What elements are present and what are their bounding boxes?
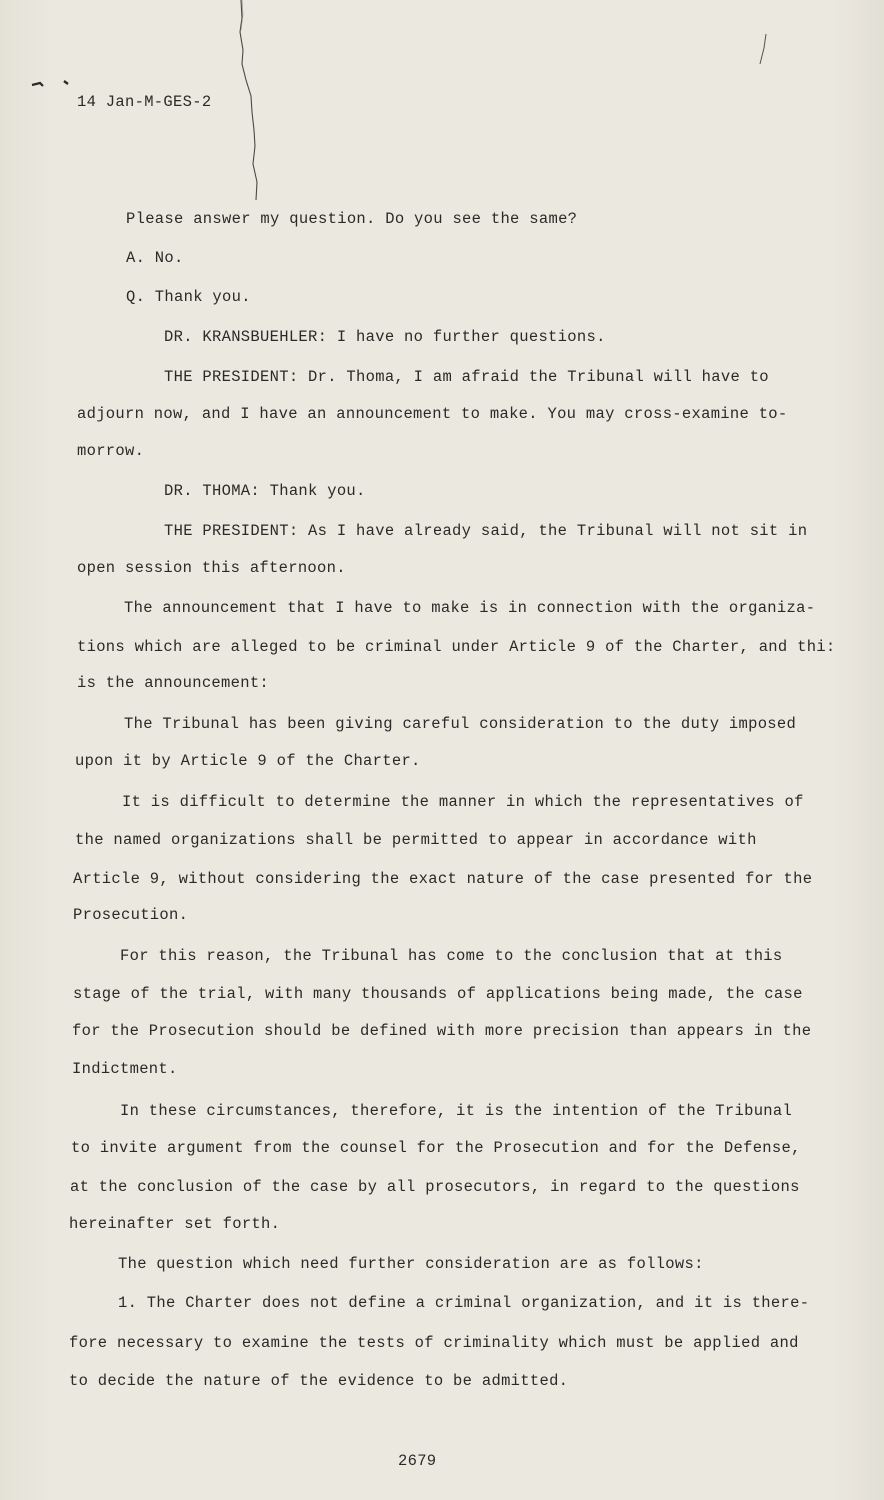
pen-mark-top-right [754, 30, 770, 70]
text-line: Prosecution. [73, 906, 189, 924]
text-line: for the Prosecution should be defined with more precision than appears in the [72, 1022, 812, 1040]
text-line: stage of the trial, with many thousands of applications being made, the case [73, 985, 803, 1003]
text-line: In these circumstances, therefore, it is the intention of the Tribunal [120, 1102, 793, 1120]
text-line: Please answer my question. Do you see the same? [126, 210, 578, 228]
text-line: The announcement that I have to make is in connection with the organiza- [124, 599, 816, 617]
page-number: 2679 [398, 1452, 437, 1470]
text-line: The question which need further consideration are as follows: [118, 1255, 704, 1273]
pen-mark-top-left [30, 78, 80, 94]
text-line: Indictment. [72, 1060, 178, 1078]
text-line: upon it by Article 9 of the Charter. [75, 752, 421, 770]
text-line: 1. The Charter does not define a criminal organization, and it is there- [118, 1294, 810, 1312]
text-line: A. No. [126, 249, 184, 267]
text-line: is the announcement: [77, 674, 270, 692]
document-header: 14 Jan-M-GES-2 [77, 93, 212, 111]
text-line: For this reason, the Tribunal has come to the conclusion that at this [120, 947, 783, 965]
text-line: Article 9, without considering the exact nature of the case presented for the [73, 870, 813, 888]
text-line: at the conclusion of the case by all prosecutors, in regard to the questions [70, 1178, 800, 1196]
text-line: DR. THOMA: Thank you. [164, 482, 366, 500]
text-line: The Tribunal has been giving careful consideration to the duty imposed [124, 715, 797, 733]
text-line: fore necessary to examine the tests of criminality which must be applied and [69, 1334, 799, 1352]
text-line: to invite argument from the counsel for the Prosecution and for the Defense, [71, 1139, 801, 1157]
text-line: DR. KRANSBUEHLER: I have no further questions. [164, 328, 606, 346]
paper-tear-mark [238, 0, 268, 210]
text-line: It is difficult to determine the manner in which the representatives of [122, 793, 804, 811]
text-line: THE PRESIDENT: As I have already said, the Tribunal will not sit in [164, 522, 808, 540]
text-line: adjourn now, and I have an announcement to make. You may cross-examine to- [77, 405, 788, 423]
text-line: open session this afternoon. [77, 559, 346, 577]
text-line: Q. Thank you. [126, 288, 251, 306]
text-line: THE PRESIDENT: Dr. Thoma, I am afraid the Tribunal will have to [164, 368, 769, 386]
text-line: morrow. [77, 442, 145, 460]
text-line: the named organizations shall be permitted to appear in accordance with [75, 831, 757, 849]
text-line: hereinafter set forth. [69, 1215, 281, 1233]
text-line: tions which are alleged to be criminal under Article 9 of the Charter, and thi: [77, 638, 836, 656]
text-line: to decide the nature of the evidence to be admitted. [69, 1372, 569, 1390]
